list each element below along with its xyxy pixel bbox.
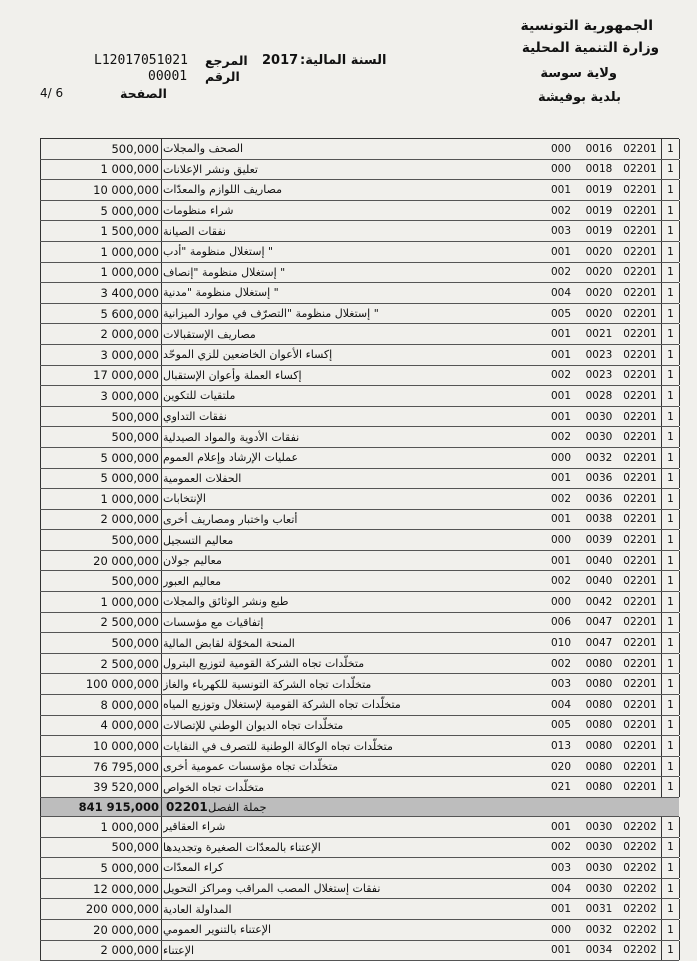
type-cell: 1 [661,386,680,406]
amount-cell: 2 500,000 [40,613,162,633]
type-cell: 1 [661,571,680,591]
label-cell: " إستغلال منظومة "التصرّف في موارد الميزانية [163,307,379,321]
table-row [40,469,679,490]
municipality-title: بلدية بوفيشة [538,90,621,105]
table-row [40,736,679,757]
sub-article-cell: 001 [550,348,572,361]
label-cell: متخلّدات تجاه الوكالة الوطنية للتصرف في النفايات [163,739,393,753]
chapter-cell: 02201 [623,657,657,670]
label-cell: إكساء الأعوان الخاضعين للزي الموحّد [163,348,333,362]
type-cell: 1 [661,242,680,262]
table-row [40,427,679,448]
label-cell: الإنتخابات [163,492,206,506]
chapter-cell: 02202 [623,923,657,936]
label-cell: متخلّدات تجاه الشركة القومية لتوزيع البترول [163,657,365,671]
article-cell: 0020 [585,286,613,299]
type-cell: 1 [661,941,680,961]
table-row [40,386,679,407]
type-cell: 1 [661,633,680,653]
amount-cell: 5 000,000 [40,858,162,878]
article-cell: 0080 [585,698,613,711]
sub-article-cell: 001 [550,944,572,957]
chapter-cell: 02201 [623,389,657,402]
label-cell: معاليم التسجيل [163,533,234,547]
amount-cell: 12 000,000 [40,879,162,899]
amount-cell: 2 000,000 [40,324,162,344]
sub-article-cell: 002 [550,492,572,505]
chapter-cell: 02201 [623,328,657,341]
table-row [40,201,679,222]
article-cell: 0039 [585,534,613,547]
article-cell: 0030 [585,882,613,895]
chapter-cell: 02201 [623,451,657,464]
type-cell: 1 [661,899,680,919]
type-cell: 1 [661,592,680,612]
article-cell: 0036 [585,472,613,485]
label-cell: الصحف والمجلات [163,142,244,156]
table-row [40,407,679,428]
amount-cell: 500,000 [40,838,162,858]
article-cell: 0040 [585,575,613,588]
article-cell: 0080 [585,719,613,732]
sub-article-cell: 000 [550,923,572,936]
sub-article-cell: 010 [550,637,572,650]
chapter-cell: 02202 [623,944,657,957]
sub-article-cell: 002 [550,369,572,382]
chapter-cell: 02201 [623,348,657,361]
label-cell: نفقات الأدوية والمواد الصيدلية [163,430,300,444]
table-row [40,448,679,469]
table-row [40,777,679,798]
chapter-cell: 02201 [623,431,657,444]
amount-cell: 76 795,000 [40,757,162,777]
table-row [40,366,679,387]
sub-article-cell: 002 [550,657,572,670]
sub-article-cell: 003 [550,225,572,238]
sub-article-cell: 004 [550,882,572,895]
table-row [40,695,679,716]
article-cell: 0020 [585,245,613,258]
sub-article-cell: 001 [550,472,572,485]
article-cell: 0032 [585,451,613,464]
chapter-cell: 02201 [623,781,657,794]
table-row [40,551,679,572]
amount-cell: 5 600,000 [40,304,162,324]
label-cell: متخلّدات تجاه مؤسسات عمومية أخرى [163,760,338,774]
label-cell: إكساء العملة وأعوان الإستقبال [163,368,302,382]
article-cell: 0080 [585,740,613,753]
amount-cell: 1 500,000 [40,221,162,241]
chapter-cell: 02201 [623,492,657,505]
sub-article-cell: 021 [550,781,572,794]
amount-cell: 500,000 [40,530,162,550]
article-cell: 0042 [585,595,613,608]
chapter-cell: 02201 [623,266,657,279]
article-cell: 0019 [585,183,613,196]
amount-cell: 3 000,000 [40,386,162,406]
article-cell: 0016 [585,142,613,155]
chapter-cell: 02201 [623,534,657,547]
sub-article-cell: 001 [550,389,572,402]
table-row [40,838,679,859]
amount-cell: 39 520,000 [40,777,162,797]
amount-cell: 500,000 [40,427,162,447]
type-cell: 1 [661,263,680,283]
label-cell: متخلّدات تجاه الشركة التونسية للكهرباء والغاز [163,677,372,691]
type-cell: 1 [661,448,680,468]
label-cell: " إستغلال منظومة "إنصاف [163,265,286,279]
type-cell: 1 [661,551,680,571]
type-cell: 1 [661,817,680,837]
page-label: الصفحة [120,86,167,101]
fiscal-year-label: السنة المالية: [300,53,387,68]
amount-cell: 1 000,000 [40,160,162,180]
fiscal-year-value: 2017 [262,53,299,68]
article-cell: 0030 [585,431,613,444]
type-cell: 1 [661,736,680,756]
sub-article-cell: 005 [550,307,572,320]
type-cell: 1 [661,838,680,858]
type-cell: 1 [661,469,680,489]
article-cell: 0080 [585,760,613,773]
amount-cell: 2 000,000 [40,510,162,530]
sub-article-cell: 000 [550,534,572,547]
type-cell: 1 [661,180,680,200]
total-amount: 841 915,000 [40,798,162,816]
label-cell: عمليات الإرشاد وإعلام العموم [163,451,299,465]
article-cell: 0080 [585,678,613,691]
article-cell: 0032 [585,923,613,936]
republic-title: الجمهورية التونسية [520,18,653,34]
type-cell: 1 [661,716,680,736]
sub-article-cell: 001 [550,410,572,423]
type-cell: 1 [661,324,680,344]
type-cell: 1 [661,160,680,180]
chapter-cell: 02201 [623,204,657,217]
sub-article-cell: 001 [550,183,572,196]
sub-article-cell: 002 [550,431,572,444]
chapter-cell: 02201 [623,142,657,155]
reference-label: المرجع [205,53,248,68]
article-cell: 0030 [585,410,613,423]
article-cell: 0080 [585,657,613,670]
table-row [40,510,679,531]
chapter-cell: 02201 [623,410,657,423]
chapter-cell: 02201 [623,616,657,629]
table-row [40,654,679,675]
sub-article-cell: 013 [550,740,572,753]
table-row [40,324,679,345]
amount-cell: 500,000 [40,139,162,159]
sub-article-cell: 001 [550,245,572,258]
article-cell: 0020 [585,266,613,279]
governorate-title: ولاية سوسة [540,66,617,81]
table-row [40,571,679,592]
amount-cell: 1 000,000 [40,242,162,262]
type-cell: 1 [661,283,680,303]
chapter-cell: 02201 [623,698,657,711]
table-row [40,221,679,242]
label-cell: نفقات التداوي [163,410,227,424]
label-cell: ملتقيات للتكوين [163,389,236,403]
sub-article-cell: 004 [550,698,572,711]
article-cell: 0028 [585,389,613,402]
article-cell: 0020 [585,307,613,320]
table-row [40,489,679,510]
sub-article-cell: 001 [550,554,572,567]
ministry-title: وزارة التنمية المحلية [521,40,659,56]
table-row [40,283,679,304]
sub-article-cell: 002 [550,204,572,217]
sub-article-cell: 003 [550,678,572,691]
chapter-cell: 02202 [623,882,657,895]
type-cell: 1 [661,139,680,159]
chapter-cell: 02201 [623,369,657,382]
sub-article-cell: 001 [550,328,572,341]
chapter-cell: 02202 [623,903,657,916]
label-cell: شراء منظومات [163,204,234,218]
chapter-cell: 02201 [623,245,657,258]
sub-article-cell: 006 [550,616,572,629]
article-cell: 0019 [585,225,613,238]
table-row [40,941,679,961]
article-cell: 0018 [585,163,613,176]
amount-cell: 500,000 [40,633,162,653]
amount-cell: 1 000,000 [40,263,162,283]
chapter-cell: 02201 [623,472,657,485]
chapter-cell: 02201 [623,678,657,691]
table-row [40,613,679,634]
label-cell: الإعتناء بالمعدّات الصغيرة وتجديدها [163,840,321,854]
table-row [40,139,679,160]
amount-cell: 5 000,000 [40,201,162,221]
table-row [40,263,679,284]
total-row [40,798,679,817]
amount-cell: 1 000,000 [40,592,162,612]
label-cell: الإعتناء بالتنوير العمومي [163,923,272,937]
article-cell: 0030 [585,841,613,854]
article-cell: 0040 [585,554,613,567]
label-cell: نفقات إستغلال المصب المراقب ومراكز التحويل [163,882,381,896]
label-cell: معاليم العبور [163,574,222,588]
chapter-cell: 02201 [623,740,657,753]
type-cell: 1 [661,674,680,694]
sub-article-cell: 005 [550,719,572,732]
label-cell: طبع ونشر الوثائق والمجلات [163,595,289,609]
sub-article-cell: 001 [550,820,572,833]
label-cell: متخلّدات تجاه الديوان الوطني للإتصالات [163,718,344,732]
type-cell: 1 [661,489,680,509]
table-row [40,757,679,778]
label-cell: " إستغلال منظومة "مدنية [163,286,279,300]
label-cell: معاليم جولان [163,554,222,568]
article-cell: 0023 [585,348,613,361]
amount-cell: 3 400,000 [40,283,162,303]
sub-article-cell: 000 [550,595,572,608]
article-cell: 0023 [585,369,613,382]
article-cell: 0047 [585,637,613,650]
chapter-cell: 02201 [623,595,657,608]
type-cell: 1 [661,695,680,715]
sub-article-cell: 020 [550,760,572,773]
sub-article-cell: 002 [550,841,572,854]
amount-cell: 5 000,000 [40,448,162,468]
sub-article-cell: 003 [550,861,572,874]
budget-table [40,138,679,961]
article-cell: 0034 [585,944,613,957]
amount-cell: 500,000 [40,407,162,427]
type-cell: 1 [661,407,680,427]
label-cell: المداولة العادية [163,902,232,916]
amount-cell: 100 000,000 [40,674,162,694]
chapter-cell: 02202 [623,841,657,854]
amount-cell: 10 000,000 [40,180,162,200]
type-cell: 1 [661,879,680,899]
page-number: 4/ 6 [40,86,64,100]
type-cell: 1 [661,530,680,550]
chapter-cell: 02201 [623,183,657,196]
table-row [40,530,679,551]
chapter-cell: 02201 [623,513,657,526]
amount-cell: 10 000,000 [40,736,162,756]
label-cell: أتعاب واختبار ومصاريف أخرى [163,512,298,526]
amount-cell: 20 000,000 [40,551,162,571]
type-cell: 1 [661,427,680,447]
type-cell: 1 [661,304,680,324]
type-cell: 1 [661,757,680,777]
label-cell: كراء المعدّات [163,861,224,875]
type-cell: 1 [661,201,680,221]
label-cell: نفقات الصيانة [163,224,226,238]
article-cell: 0036 [585,492,613,505]
table-row [40,899,679,920]
amount-cell: 3 000,000 [40,345,162,365]
chapter-cell: 02201 [623,307,657,320]
article-cell: 0030 [585,861,613,874]
sub-article-cell: 000 [550,451,572,464]
table-row [40,180,679,201]
article-cell: 0038 [585,513,613,526]
number-value: 00001 [148,69,188,84]
type-cell: 1 [661,613,680,633]
type-cell: 1 [661,654,680,674]
article-cell: 0047 [585,616,613,629]
amount-cell: 2 000,000 [40,941,162,961]
amount-cell: 200 000,000 [40,899,162,919]
table-row [40,592,679,613]
chapter-cell: 02201 [623,286,657,299]
label-cell: مصاريف الإستقبالات [163,327,256,341]
sub-article-cell: 004 [550,286,572,299]
label-cell: مصاريف اللوازم والمعدّات [163,183,283,197]
table-row [40,817,679,838]
type-cell: 1 [661,777,680,797]
table-row [40,304,679,325]
amount-cell: 17 000,000 [40,366,162,386]
article-cell: 0021 [585,328,613,341]
sub-article-cell: 002 [550,266,572,279]
label-cell: " إستغلال منظومة "أدب [163,245,274,259]
label-cell: شراء العقاقير [163,820,226,834]
table-row [40,879,679,900]
chapter-cell: 02201 [623,225,657,238]
label-cell: إتفاقيات مع مؤسسات [163,615,264,629]
total-label: جملة الفصل [208,800,267,814]
article-cell: 0080 [585,781,613,794]
table-row [40,345,679,366]
table-row [40,674,679,695]
chapter-cell: 02201 [623,575,657,588]
article-cell: 0031 [585,903,613,916]
chapter-cell: 02201 [623,554,657,567]
chapter-cell: 02201 [623,163,657,176]
amount-cell: 5 000,000 [40,469,162,489]
label-cell: الحفلات العمومية [163,471,242,485]
amount-cell: 1 000,000 [40,489,162,509]
table-row [40,242,679,263]
label-cell: تعليق ونشر الإعلانات [163,162,258,176]
article-cell: 0030 [585,820,613,833]
sub-article-cell: 000 [550,163,572,176]
type-cell: 1 [661,366,680,386]
table-row [40,160,679,181]
sub-article-cell: 001 [550,513,572,526]
total-code: 02201 [166,800,208,814]
label-cell: المنحة المخوّلة لقابض المالية [163,636,295,650]
article-cell: 0019 [585,204,613,217]
type-cell: 1 [661,510,680,530]
table-row [40,858,679,879]
table-row [40,633,679,654]
type-cell: 1 [661,221,680,241]
number-label: الرقم [205,69,240,84]
amount-cell: 4 000,000 [40,716,162,736]
type-cell: 1 [661,920,680,940]
amount-cell: 2 500,000 [40,654,162,674]
table-row [40,716,679,737]
amount-cell: 20 000,000 [40,920,162,940]
amount-cell: 8 000,000 [40,695,162,715]
chapter-cell: 02202 [623,861,657,874]
reference-value: L12017051021 [94,53,188,68]
chapter-cell: 02202 [623,820,657,833]
sub-article-cell: 000 [550,142,572,155]
label-cell: متخلّدات تجاه الخواص [163,780,264,794]
type-cell: 1 [661,858,680,878]
table-row [40,920,679,941]
label-cell: متخلّدات تجاه الشركة القومية لإستغلال وتوزيع المياه [163,698,401,712]
chapter-cell: 02201 [623,760,657,773]
chapter-cell: 02201 [623,637,657,650]
type-cell: 1 [661,345,680,365]
chapter-cell: 02201 [623,719,657,732]
amount-cell: 1 000,000 [40,817,162,837]
sub-article-cell: 002 [550,575,572,588]
label-cell: الإعتناء [163,943,195,957]
sub-article-cell: 001 [550,903,572,916]
amount-cell: 500,000 [40,571,162,591]
